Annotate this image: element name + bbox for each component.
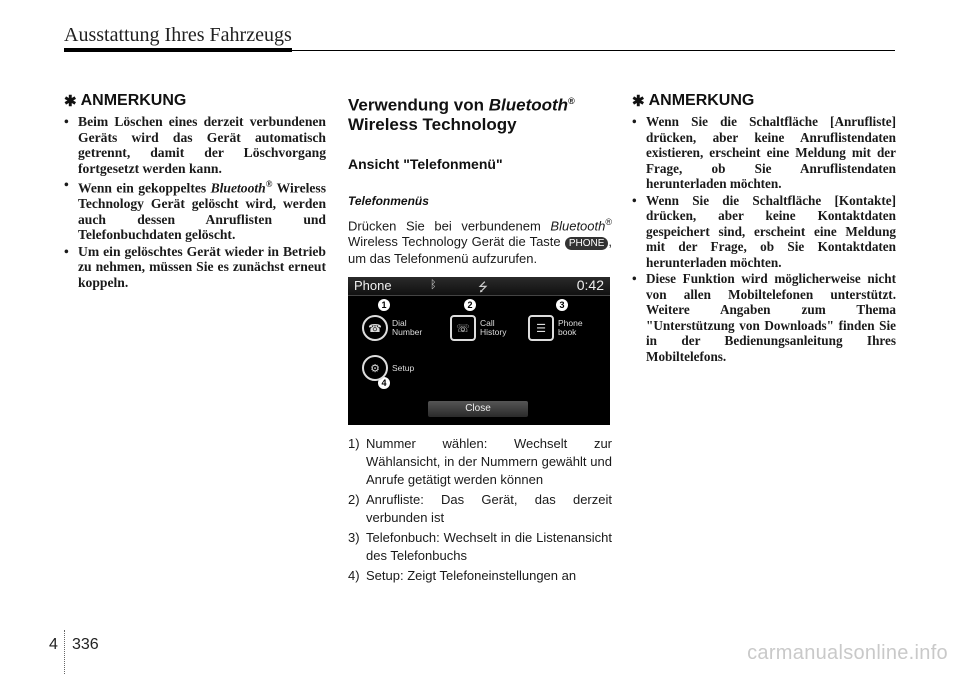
tile-dial-number[interactable]: ☎ Dial Number	[362, 315, 422, 341]
list-item: 4) Setup: Zeigt Telefoneinstellungen an	[348, 568, 577, 584]
note-item: • Wenn Sie die Schaltfläche [Anrufliste] drücken, aber keine Anruflistendaten existieren, erscheint eine Meldung mit der Frage, ob Sie Anruflistendaten herunterladen möchten.	[632, 114, 896, 192]
note-item: • Um ein gelöschtes Gerät wieder in Betrieb zu nehmen, müssen Sie es zunächst erneut koppeln.	[64, 244, 326, 291]
screen-title: Phone	[354, 278, 392, 294]
page-number: 336	[72, 636, 99, 653]
note-item: • Wenn Sie die Schaltfläche [Kontakte] drücken, aber keine Kontaktdaten gespeichert sind, erscheint eine Meldung mit der Frage, ob Sie Kontaktdaten herunterladen möchten.	[632, 193, 896, 271]
tile-call-history[interactable]: ☏ Call History	[450, 315, 506, 341]
bluetooth-section	[348, 92, 612, 587]
phonebook-icon: ☰	[528, 315, 554, 341]
subsection-title: Ansicht "Telefonmenü"	[348, 155, 503, 172]
note-heading-left: ✱ ANMERKUNG	[64, 92, 187, 110]
call-history-icon: ☏	[450, 315, 476, 341]
note-item: • Wenn ein gekoppeltes Bluetooth® Wireless Technology Gerät gelöscht wird, werden auch dessen Anruflisten und Telefonbuchdaten gelöscht.	[64, 177, 326, 243]
note-right	[632, 92, 896, 365]
note-item: • Diese Funktion wird möglicherweise nicht von allen Mobiltelefonen unterstützt. Weitere Angaben zum Thema "Unterstützung von Downloads" finden Sie in der Bedienungsanleitung Ihres Mobiltelefons.	[632, 271, 896, 364]
close-button[interactable]: Close	[428, 401, 528, 417]
chapter-number: 4	[49, 636, 58, 653]
phone-icon: ☎	[362, 315, 388, 341]
instruction-paragraph: Drücken Sie bei verbundenem Bluetooth® Wireless Technology Gerät die Taste PHONE , um das Telefonmenü aufzurufen.	[348, 216, 612, 266]
watermark: carmanualsonline.info	[747, 642, 948, 664]
callout-1: 1	[378, 299, 390, 311]
header-rule-thick	[64, 48, 292, 52]
list-item: 1) Nummer wählen: Wechselt zur Wählansicht, in der Nummern gewählt und Anrufe getätigt werden können	[348, 436, 612, 488]
header-rule-thin	[292, 50, 895, 51]
gear-icon: ⚙	[362, 355, 388, 381]
menu-function-list	[348, 435, 612, 585]
tile-setup[interactable]: ⚙ Setup	[362, 355, 414, 381]
page-header-title: Ausstattung Ihres Fahrzeugs	[64, 24, 292, 46]
phone-key-badge: PHONE	[565, 237, 609, 250]
list-item: 3) Telefonbuch: Wechselt in die Listenansicht des Telefonbuchs	[348, 530, 612, 564]
note-left	[64, 92, 326, 291]
callout-2: 2	[464, 299, 476, 311]
callout-4: 4	[378, 377, 390, 389]
screen-clock: 0:42	[576, 277, 604, 294]
callout-3: 3	[556, 299, 568, 311]
asterisk-icon: ✱	[64, 93, 77, 110]
list-item: 2) Anrufliste: Das Gerät, das derzeit verbunden ist	[348, 492, 612, 526]
asterisk-icon: ✱	[632, 93, 645, 110]
section-title: Verwendung von Bluetooth® Wireless Technology	[348, 95, 575, 134]
tile-phonebook[interactable]: ☰ Phone book	[528, 315, 583, 341]
note-item: • Beim Löschen eines derzeit verbundenen Geräts wird das Gerät automatisch getrennt, damit der Löschvorgang fortgesetzt werden kann.	[64, 114, 326, 176]
footer-divider	[64, 630, 66, 674]
bluetooth-icon: ᛒ	[430, 279, 437, 292]
note-heading-right: ✱ ANMERKUNG	[632, 92, 755, 110]
screen-status-bar	[348, 277, 610, 296]
usb-icon: ⭍	[478, 280, 488, 295]
subsubsection-title: Telefonmenüs	[348, 193, 429, 208]
phone-menu-screenshot	[348, 277, 610, 425]
